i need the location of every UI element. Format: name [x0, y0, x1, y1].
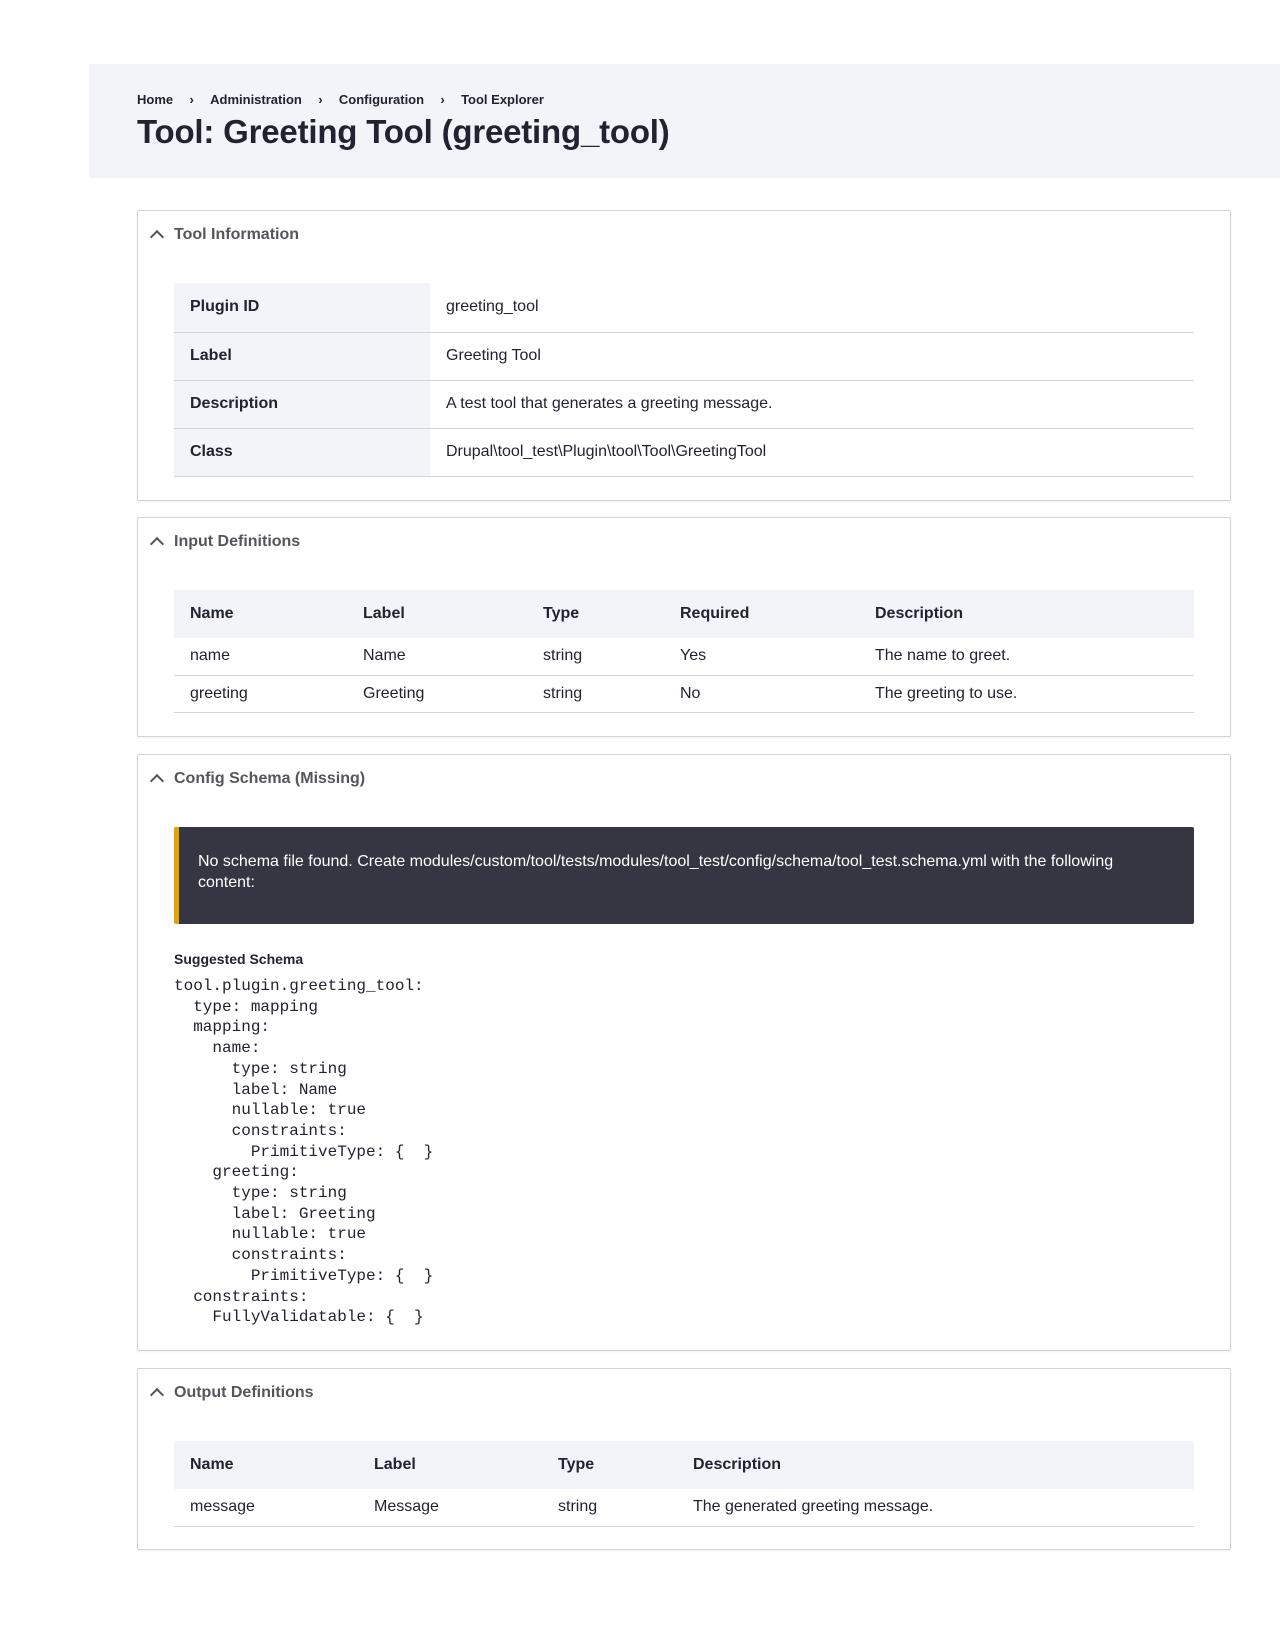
breadcrumb-home[interactable]: Home — [137, 92, 174, 107]
input-required-cell: Yes — [664, 638, 859, 675]
breadcrumb-tool-explorer[interactable]: Tool Explorer — [461, 92, 544, 107]
config-schema-summary[interactable] — [138, 755, 1230, 803]
chevron-up-icon — [150, 537, 164, 551]
table-row — [174, 675, 1194, 712]
table-row — [174, 428, 1194, 476]
table-row — [174, 638, 1194, 675]
table-header-row — [174, 1441, 1194, 1489]
column-header-type: Type — [527, 590, 664, 638]
breadcrumb-administration[interactable]: Administration — [210, 92, 302, 107]
tool-information-table — [174, 283, 1194, 477]
input-definitions-table — [174, 590, 1194, 713]
description-value: A test tool that generates a greeting message. — [430, 380, 1194, 428]
column-header-description: Description — [677, 1441, 1194, 1489]
page-title: Tool: Greeting Tool (greeting_tool) — [137, 113, 670, 150]
class-value: Drupal\tool_test\Plugin\tool\Tool\GreetingTool — [430, 428, 1194, 476]
output-description-cell: The generated greeting message. — [677, 1489, 1194, 1526]
column-header-name: Name — [174, 590, 347, 638]
chevron-up-icon — [150, 1388, 164, 1402]
suggested-schema-label: Suggested Schema — [174, 951, 304, 967]
input-definitions-summary[interactable] — [138, 518, 1230, 566]
input-definitions-heading: Input Definitions — [174, 533, 301, 550]
input-label-cell: Greeting — [347, 675, 527, 712]
input-label-cell: Name — [347, 638, 527, 675]
missing-schema-warning: No schema file found. Create modules/custom/tool/tests/modules/tool_test/config/schema/tool_test.schema.yml with the following content: — [174, 827, 1194, 924]
page-header — [89, 64, 1280, 178]
input-description-cell: The greeting to use. — [859, 675, 1194, 712]
breadcrumb — [137, 92, 544, 107]
tool-information-details — [137, 210, 1231, 501]
label-label: Label — [174, 332, 430, 380]
table-row — [174, 283, 1194, 332]
column-header-required: Required — [664, 590, 859, 638]
output-definitions-details — [137, 1368, 1231, 1550]
table-header-row — [174, 590, 1194, 638]
config-schema-details — [137, 754, 1231, 1351]
output-definitions-table — [174, 1441, 1194, 1527]
output-definitions-summary[interactable] — [138, 1369, 1230, 1417]
output-type-cell: string — [542, 1489, 677, 1526]
input-definitions-details — [137, 517, 1231, 737]
input-type-cell: string — [527, 638, 664, 675]
config-schema-body — [174, 827, 1194, 1337]
column-header-description: Description — [859, 590, 1194, 638]
output-definitions-heading: Output Definitions — [174, 1384, 314, 1401]
class-label: Class — [174, 428, 430, 476]
plugin-id-value: greeting_tool — [430, 283, 1194, 332]
chevron-up-icon — [150, 774, 164, 788]
breadcrumb-separator: › — [440, 92, 445, 107]
input-type-cell: string — [527, 675, 664, 712]
input-required-cell: No — [664, 675, 859, 712]
input-definitions-body — [174, 590, 1194, 713]
table-row — [174, 380, 1194, 428]
output-label-cell: Message — [358, 1489, 542, 1526]
tool-information-heading: Tool Information — [174, 226, 300, 243]
input-name-cell: name — [174, 638, 347, 675]
column-header-name: Name — [174, 1441, 358, 1489]
plugin-id-label: Plugin ID — [174, 283, 430, 332]
input-description-cell: The name to greet. — [859, 638, 1194, 675]
chevron-up-icon — [150, 230, 164, 244]
table-row — [174, 1489, 1194, 1526]
table-row — [174, 332, 1194, 380]
breadcrumb-configuration[interactable]: Configuration — [338, 92, 425, 107]
breadcrumb-separator: › — [189, 92, 194, 107]
label-value: Greeting Tool — [430, 332, 1194, 380]
column-header-type: Type — [542, 1441, 677, 1489]
description-label: Description — [174, 380, 430, 428]
output-name-cell: message — [174, 1489, 358, 1526]
tool-information-body — [174, 283, 1194, 477]
input-name-cell: greeting — [174, 675, 347, 712]
config-schema-heading: Config Schema (Missing) — [174, 770, 366, 787]
tool-information-summary[interactable] — [138, 211, 1230, 259]
column-header-label: Label — [347, 590, 527, 638]
column-header-label: Label — [358, 1441, 542, 1489]
suggested-schema-code: tool.plugin.greeting_tool: type: mapping mapping: name: type: string label: Name nullable: true constraints: PrimitiveType: { } greeting: type: string label: Greeting nullable: true constraints: PrimitiveType: { } constraints: FullyValidatable: { } — [174, 977, 434, 1327]
output-definitions-body — [174, 1441, 1194, 1527]
breadcrumb-separator: › — [318, 92, 323, 107]
